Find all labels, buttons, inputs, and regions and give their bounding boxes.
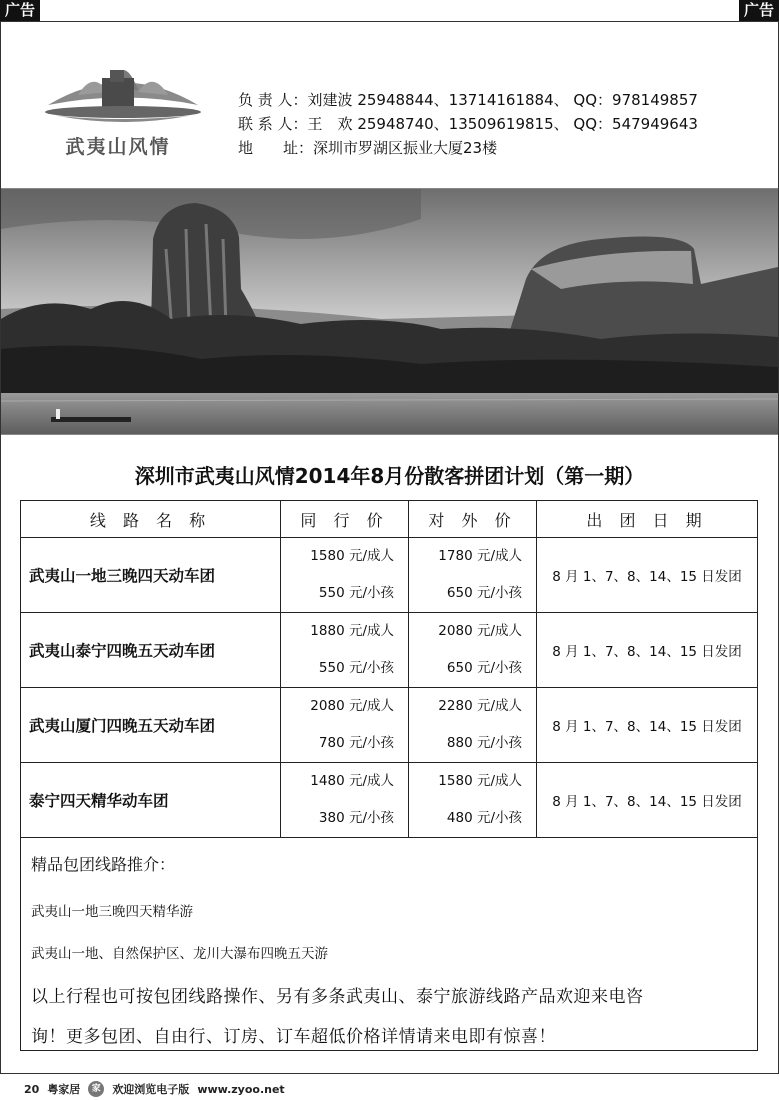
departure-dates: 8 月 1、7、8、14、15 日发团 xyxy=(537,688,758,763)
public-adult-price: 2280 元/成人 xyxy=(438,698,522,714)
contact-label: 地 址： xyxy=(238,139,314,157)
contact-manager xyxy=(238,88,698,112)
footer-url[interactable]: www.zyoo.net xyxy=(197,1082,285,1096)
ad-tag-left: 广告 xyxy=(0,0,40,21)
contact-address xyxy=(238,136,698,160)
public-adult-price: 1780 元/成人 xyxy=(438,548,522,564)
peer-child-price: 550 元/小孩 xyxy=(318,660,394,676)
contact-text: 王 欢 25948740、13509619815、 QQ：547949643 xyxy=(307,115,698,133)
public-price-cell xyxy=(409,538,537,613)
public-child-price: 650 元/小孩 xyxy=(446,585,522,601)
table-row xyxy=(21,613,758,688)
contact-block xyxy=(238,88,698,160)
header-route: 线 路 名 称 xyxy=(21,501,281,538)
peer-child-price: 380 元/小孩 xyxy=(318,810,394,826)
public-child-price: 880 元/小孩 xyxy=(446,735,522,751)
peer-adult-price: 2080 元/成人 xyxy=(310,698,394,714)
lotus-mountain-logo-icon xyxy=(28,50,218,135)
public-child-price: 480 元/小孩 xyxy=(446,810,522,826)
scenic-photo xyxy=(1,188,778,435)
route-name: 武夷山一地三晚四天动车团 xyxy=(21,538,281,613)
public-child-price: 650 元/小孩 xyxy=(446,660,522,676)
ad-tag-right: 广告 xyxy=(739,0,779,21)
peer-child-price: 550 元/小孩 xyxy=(318,585,394,601)
route-name: 武夷山厦门四晚五天动车团 xyxy=(21,688,281,763)
home-badge-icon: 家 xyxy=(88,1081,104,1097)
departure-dates: 8 月 1、7、8、14、15 日发团 xyxy=(537,613,758,688)
peer-child-price: 780 元/小孩 xyxy=(318,735,394,751)
contact-text: 刘建波 25948844、13714161884、 QQ：978149857 xyxy=(307,91,698,109)
departure-dates: 8 月 1、7、8、14、15 日发团 xyxy=(537,763,758,838)
contact-text: 深圳市罗湖区振业大厦23楼 xyxy=(313,139,498,157)
header-public-price: 对 外 价 xyxy=(409,501,537,538)
peer-price-cell xyxy=(281,538,409,613)
table-row xyxy=(21,538,758,613)
peer-price-cell xyxy=(281,613,409,688)
page-footer xyxy=(24,1081,285,1097)
table-row xyxy=(21,688,758,763)
brand-logo xyxy=(28,50,218,160)
route-name: 泰宁四天精华动车团 xyxy=(21,763,281,838)
peer-price-cell xyxy=(281,763,409,838)
page-title: 深圳市武夷山风情2014年8月份散客拼团计划（第一期） xyxy=(134,464,645,488)
public-adult-price: 1580 元/成人 xyxy=(438,773,522,789)
footer-slogan: 欢迎浏览电子版 xyxy=(112,1083,190,1096)
table-row xyxy=(21,763,758,838)
contact-label: 负 责 人： xyxy=(238,91,308,109)
peer-price-cell xyxy=(281,688,409,763)
footer-brand: 粤家居 xyxy=(47,1083,81,1096)
departure-dates: 8 月 1、7、8、14、15 日发团 xyxy=(537,538,758,613)
recommend-title: 精品包团线路推介： xyxy=(31,855,176,874)
public-price-cell xyxy=(409,763,537,838)
recommend-note: 以上行程也可按包团线路操作、另有多条武夷山、泰宁旅游线路产品欢迎来电咨 xyxy=(31,987,644,1007)
route-name: 武夷山泰宁四晚五天动车团 xyxy=(21,613,281,688)
header-peer-price: 同 行 价 xyxy=(281,501,409,538)
logo-text: 武夷山风情 xyxy=(65,136,171,158)
mountain-landscape-image xyxy=(1,189,778,435)
peer-adult-price: 1880 元/成人 xyxy=(310,623,394,639)
contact-label: 联 系 人： xyxy=(238,115,308,133)
recommend-section xyxy=(20,836,758,1051)
header-departure-dates: 出 团 日 期 xyxy=(537,501,758,538)
tour-plan-table xyxy=(20,500,758,838)
recommend-note: 询！更多包团、自由行、订房、订车超低价格详情请来电即有惊喜！ xyxy=(31,1027,556,1047)
recommend-item: 武夷山一地、自然保护区、龙川大瀑布四晚五天游 xyxy=(31,946,328,962)
contact-person xyxy=(238,112,698,136)
public-adult-price: 2080 元/成人 xyxy=(438,623,522,639)
public-price-cell xyxy=(409,613,537,688)
peer-adult-price: 1480 元/成人 xyxy=(310,773,394,789)
public-price-cell xyxy=(409,688,537,763)
page-number: 20 xyxy=(24,1082,40,1096)
table-header-row xyxy=(21,501,758,538)
peer-adult-price: 1580 元/成人 xyxy=(310,548,394,564)
recommend-item: 武夷山一地三晚四天精华游 xyxy=(31,904,193,920)
